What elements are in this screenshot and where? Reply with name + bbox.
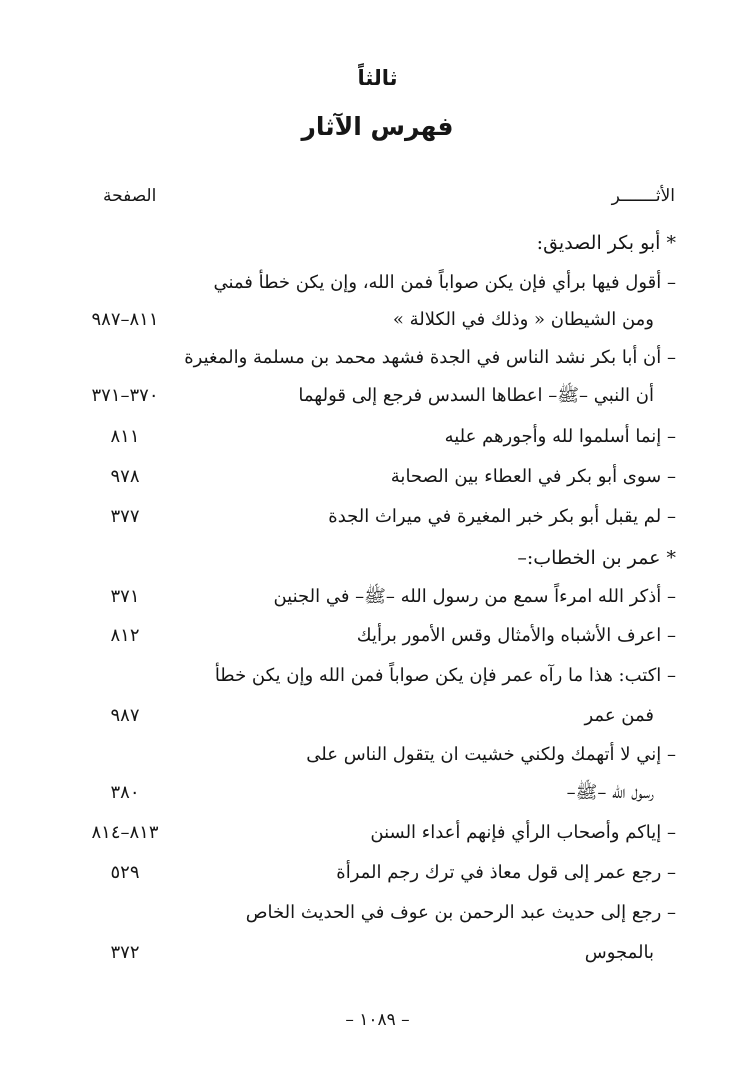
index-entry-line — [60, 423, 676, 463]
entry-pages: ٨١٣–٨١٤ — [91, 822, 159, 843]
index-entry-line — [60, 622, 676, 662]
column-header-athar: الأثـــــــر — [611, 186, 675, 206]
entry-text: – رجع عمر إلى قول معاذ في ترك رجم المرأة — [336, 862, 676, 883]
entry-text: – أذكر الله امرءاً سمع من رسول الله –ﷺ– في الجنين — [273, 586, 676, 607]
entry-pages: ٩٧٨ — [110, 466, 140, 487]
entry-text: – أن أبا بكر نشد الناس في الجدة فشهد محمد بن مسلمة والمغيرة — [184, 347, 676, 368]
index-entry-line — [60, 544, 676, 584]
entry-pages: ٨١١–٩٨٧ — [91, 309, 159, 330]
entry-pages: ٣٧٠–٣٧١ — [91, 385, 159, 406]
index-title: فهرس الآثار — [301, 112, 454, 141]
entry-text: – سوى أبو بكر في العطاء بين الصحابة — [390, 466, 676, 487]
entry-text: – أقول فيها برأي فإن يكن صواباً فمن الله، وإن يكن خطأ فمني — [213, 272, 676, 293]
entry-text: أن النبي –ﷺ– اعطاها السدس فرجع إلى قولهما — [298, 385, 654, 406]
column-header-page: الصفحة — [103, 186, 157, 206]
entry-text: – إني لا أتهمك ولكني خشيت ان يتقول الناس على — [306, 744, 676, 765]
entry-text: – إياكم وأصحاب الرأي فإنهم أعداء السنن — [370, 822, 676, 843]
entry-pages: ٣٨٠ — [110, 782, 140, 803]
entry-pages: ٣٧١ — [110, 586, 140, 607]
entry-text: ومن الشيطان « وذلك في الكلالة » — [392, 309, 654, 330]
index-entry-line — [60, 741, 676, 781]
index-entry-line — [60, 306, 676, 346]
index-entry-line — [60, 662, 676, 702]
index-entry-line — [60, 269, 676, 309]
index-entry-line — [60, 779, 676, 819]
index-entry-line — [60, 583, 676, 623]
entry-pages: ٥٢٩ — [110, 862, 140, 883]
entry-pages: ٩٨٧ — [110, 705, 140, 726]
page-number: – ١٠٨٩ – — [345, 1010, 410, 1030]
section-title: ثالثاً — [357, 66, 398, 90]
entry-text: – إنما أسلموا لله وأجورهم عليه — [444, 426, 676, 447]
entry-pages: ٣٧٢ — [110, 942, 140, 963]
entry-text: – اكتب: هذا ما رآه عمر فإن يكن صواباً فمن الله وإن يكن خطأ — [214, 665, 676, 686]
entry-text: * أبو بكر الصديق: — [536, 232, 676, 254]
index-entry-line — [60, 939, 676, 979]
index-entry-line — [60, 899, 676, 939]
entry-text: فمن عمر — [584, 705, 654, 726]
entry-text: بالمجوس — [584, 942, 654, 963]
entry-pages: ٣٧٧ — [110, 506, 140, 527]
entry-text: * عمر بن الخطاب:– — [517, 547, 676, 569]
index-entry-line — [60, 503, 676, 543]
entry-pages: ٨١٢ — [110, 625, 140, 646]
index-entry-line — [60, 382, 676, 422]
index-entry-line — [60, 819, 676, 859]
index-entry-line — [60, 702, 676, 742]
entry-text: – رجع إلى حديث عبد الرحمن بن عوف في الحديث الخاص — [245, 902, 676, 923]
index-entry-line — [60, 229, 676, 269]
index-entry-line — [60, 463, 676, 503]
entry-pages: ٨١١ — [110, 426, 140, 447]
entry-text: – لم يقبل أبو بكر خبر المغيرة في ميراث الجدة — [328, 506, 676, 527]
entry-text: رسول الله –ﷺ– — [566, 782, 654, 803]
index-entry-line — [60, 859, 676, 899]
index-entry-line — [60, 344, 676, 384]
entry-text: – اعرف الأشباه والأمثال وقس الأمور برأيك — [356, 625, 676, 646]
